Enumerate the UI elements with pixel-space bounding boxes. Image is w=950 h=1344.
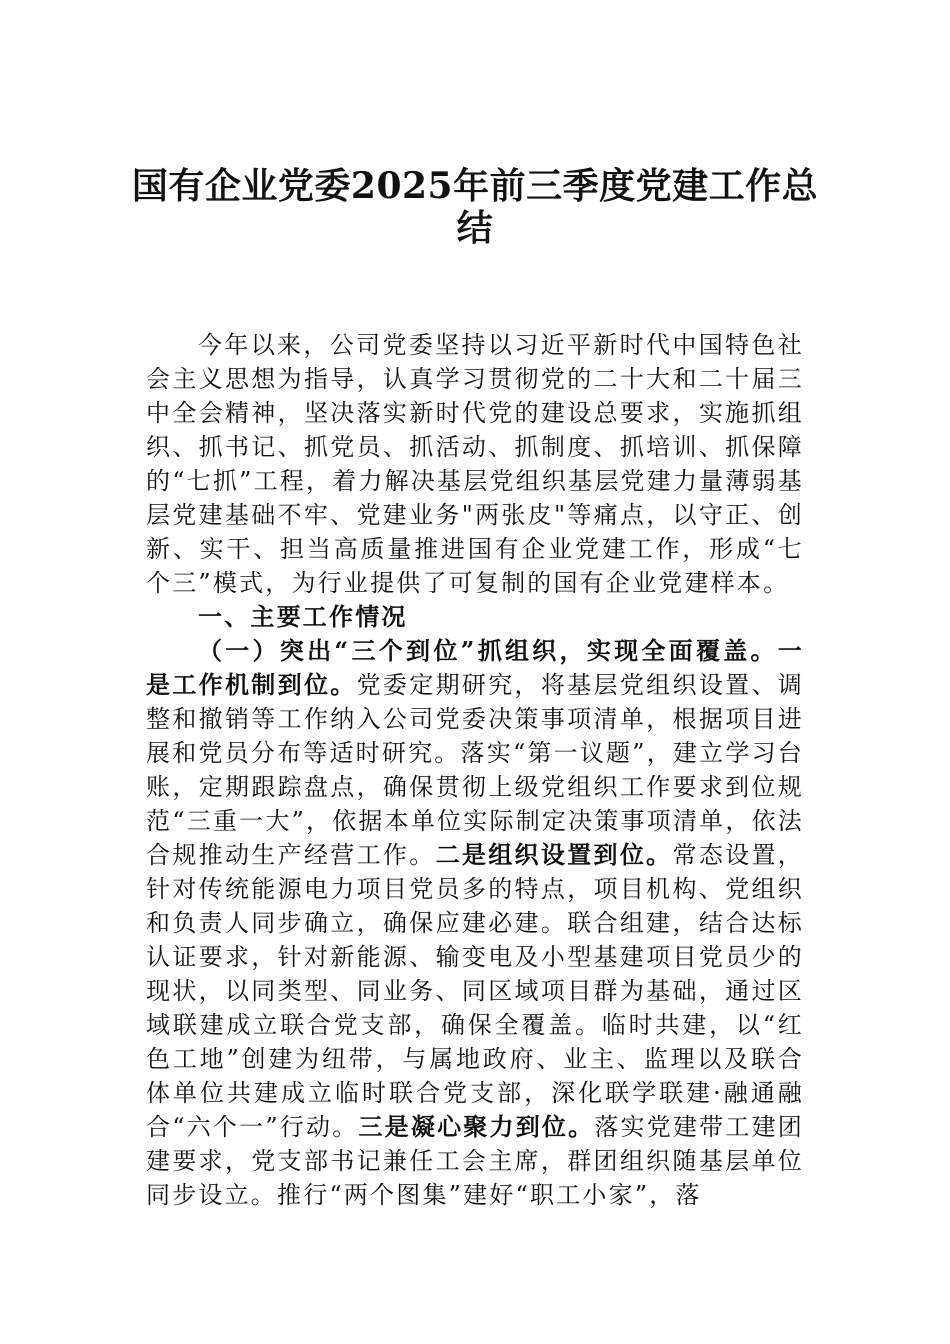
item1-label: 一是工作机制到位。	[146, 636, 804, 699]
section-heading: 一、主要工作情况	[198, 603, 408, 631]
item1-text: 党委定期研究，将基层党组织设置、调整和撤销等工作纳入公司党委决策事项清单，根据项目进展和党员分布等适时研究。落实“第一议题”，建立学习台账，定期跟踪盘点，确保贯彻上级党组织工作要求到位规范“三重一大”，依据本单位实际制定决策事项清单，依法合规推动生产经营工作。	[146, 671, 804, 869]
document-title-line2: 结	[456, 207, 494, 249]
document-title-line1: 国有企业党委2025年前三季度党建工作总	[131, 165, 819, 207]
item2-label: 二是组织设置到位。	[435, 840, 673, 869]
subsection-heading: （一）突出“三个到位”抓组织，实现全面覆盖。	[198, 636, 778, 665]
item3-text: 落实党建带工建团建要求，党支部书记兼任工会主席，群团组织随基层单位同步设立。推行“两个图集”建好“职工小家”，落	[146, 1113, 804, 1209]
item3-label: 三是凝心聚力到位。	[358, 1112, 595, 1141]
item2-text: 常态设置，针对传统能源电力项目党员多的特点，项目机构、党组织和负责人同步确立，确保应建必建。联合组建，结合达标认证要求，针对新能源、输变电及小型基建项目党员少的现状，以同类型、同业务、同区域项目群为基础，通过区域联建成立联合党支部，确保全覆盖。临时共建，以“红色工地”创建为纽带，与属地政府、业主、监理以及联合体单位共建成立临时联合党支部，深化联学联建·融通融合“六个一”行动。	[146, 841, 804, 1141]
intro-paragraph: 今年以来，公司党委坚持以习近平新时代中国特色社会主义思想为指导，认真学习贯彻党的二十大和二十届三中全会精神，坚决落实新时代党的建设总要求，实施抓组织、抓书记、抓党员、抓活动、抓制度、抓培训、抓保障的“七抓”工程，着力解决基层党组织基层党建力量薄弱基层党建基础不牢、党建业务"两张皮"等痛点，以守正、创新、实干、担当高质量推进国有企业党建工作，形成“七个三”模式，为行业提供了可复制的国有企业党建样本。	[146, 331, 804, 597]
document-body	[146, 328, 804, 1212]
subsection-paragraph	[146, 634, 804, 1212]
